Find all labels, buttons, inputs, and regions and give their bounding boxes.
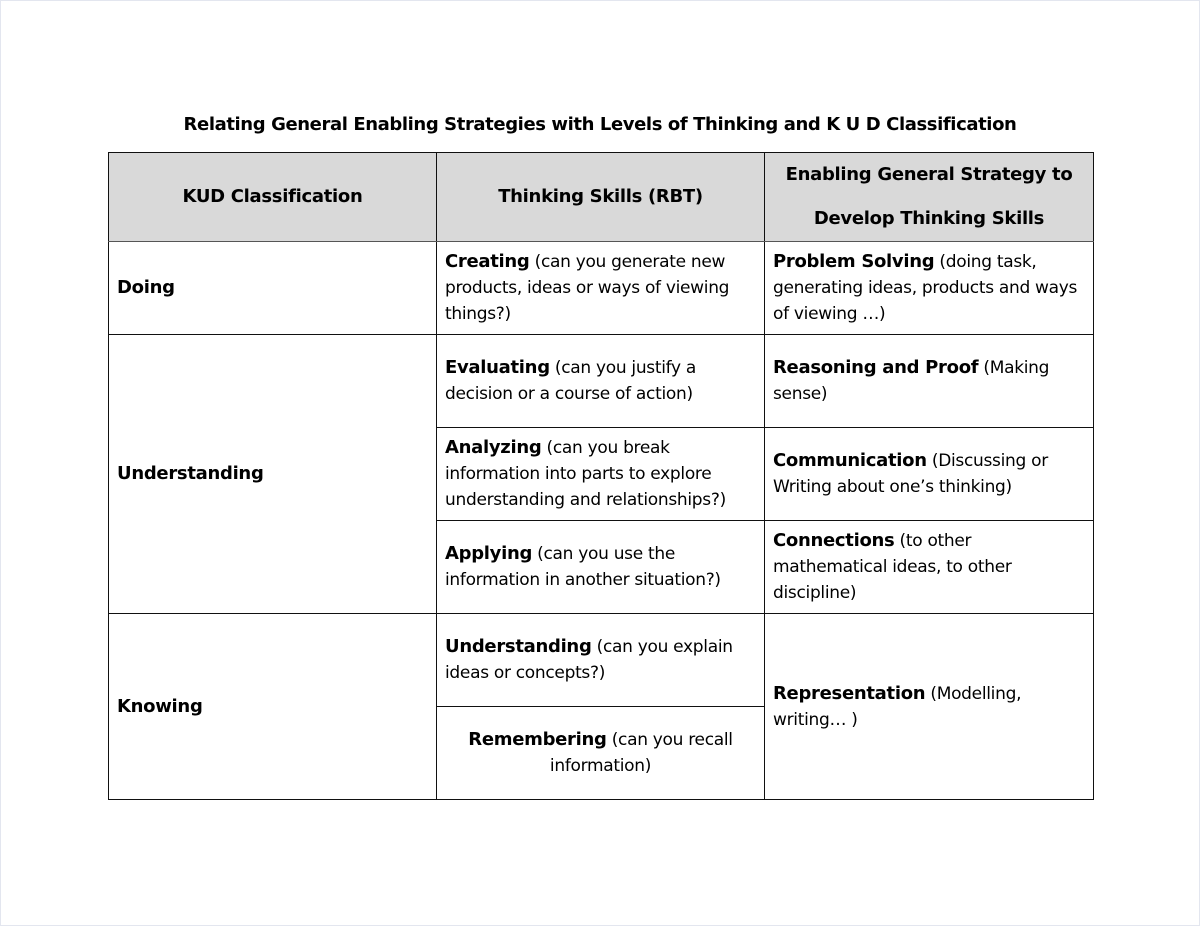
strategy-desc: (Modelling, writing… ) [773, 683, 1022, 730]
table-row [109, 242, 1094, 335]
skill-applying [437, 521, 765, 614]
strategy-desc: (Making sense) [773, 358, 1050, 404]
skill-name: Analyzing [445, 437, 542, 458]
skill-creating [437, 242, 765, 335]
table-row [109, 614, 1094, 707]
skill-name: Understanding [445, 636, 592, 657]
strategy-desc: (Discussing or Writing about one’s thinking) [773, 451, 1048, 497]
skill-desc: (can you explain ideas or concepts?) [445, 637, 733, 683]
skill-desc: (can you justify a decision or a course of action) [445, 358, 697, 404]
skill-desc: (can you break information into parts to explore understanding and relationships?) [445, 438, 726, 510]
strategy-reasoning-proof [765, 335, 1094, 428]
strategy-name: Representation [773, 682, 926, 704]
header-enabling-strategy [765, 153, 1094, 242]
skill-name: Remembering [468, 729, 607, 750]
skill-understanding [437, 614, 765, 707]
table-row [109, 335, 1094, 428]
strategy-desc: (to other mathematical ideas, to other discipline) [773, 531, 1012, 603]
skill-remembering [437, 707, 765, 800]
header-strategy-line-2: Develop Thinking Skills [813, 208, 1045, 229]
skill-name: Creating [445, 251, 530, 272]
skill-evaluating [437, 335, 765, 428]
document-title: Relating General Enabling Strategies with Levels of Thinking and K U D Classification [183, 114, 1017, 135]
skill-analyzing [437, 428, 765, 521]
header-thinking-skills: Thinking Skills (RBT) [437, 153, 765, 242]
kud-knowing: Knowing [109, 614, 437, 800]
strategy-representation [765, 614, 1094, 800]
skill-desc: (can you use the information in another situation?) [445, 544, 721, 590]
strategy-problem-solving [765, 242, 1094, 335]
kud-table [108, 152, 1094, 800]
header-strategy-line-1: Enabling General Strategy to [785, 164, 1073, 185]
strategy-name: Communication [773, 450, 927, 471]
kud-doing: Doing [109, 242, 437, 335]
strategy-desc: (doing task, generating ideas, products and ways of viewing …) [773, 252, 1078, 324]
strategy-connections [765, 521, 1094, 614]
strategy-communication [765, 428, 1094, 521]
table-header-row [109, 153, 1094, 242]
skill-desc: (can you generate new products, ideas or ways of viewing things?) [445, 252, 730, 324]
strategy-name: Problem Solving [773, 251, 935, 272]
kud-understanding: Understanding [109, 335, 437, 614]
strategy-name: Reasoning and Proof [773, 357, 979, 378]
skill-name: Evaluating [445, 357, 550, 378]
header-kud-classification: KUD Classification [109, 153, 437, 242]
skill-name: Applying [445, 543, 533, 564]
strategy-name: Connections [773, 530, 895, 551]
skill-desc: (can you recall information) [549, 730, 733, 776]
